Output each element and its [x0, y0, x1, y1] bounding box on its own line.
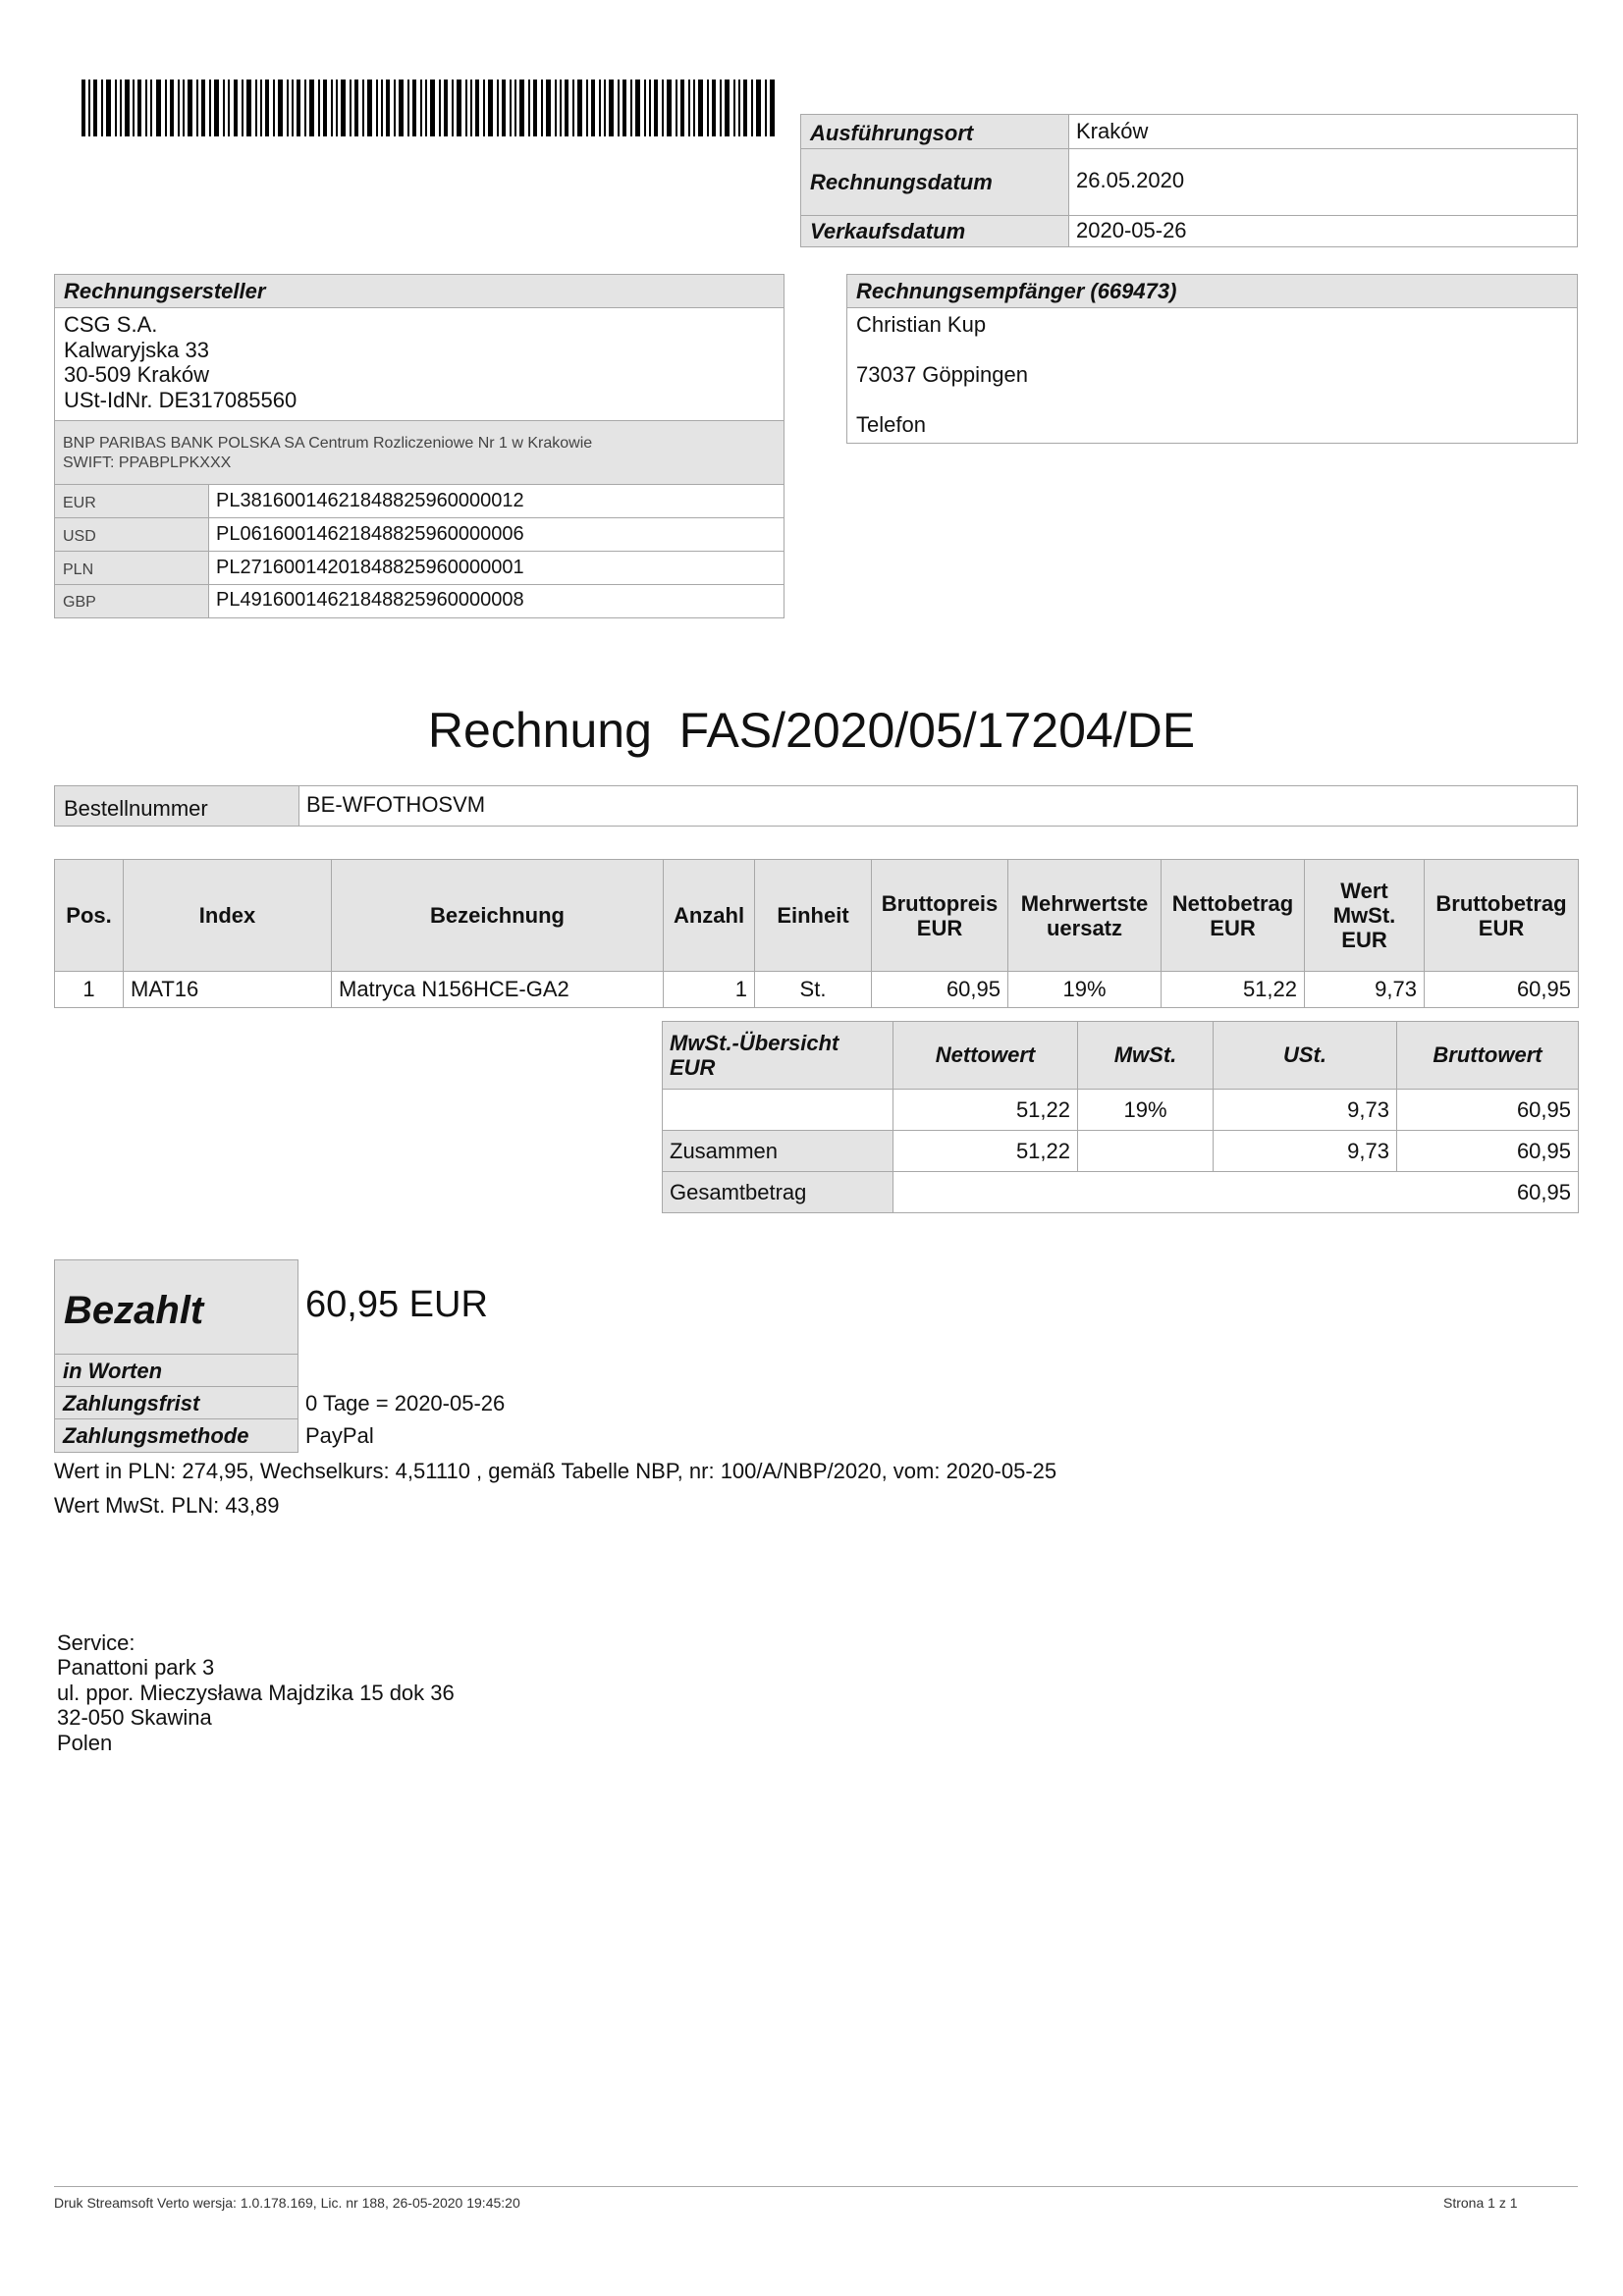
amount-in-words-label: in Worten	[63, 1359, 163, 1383]
vat-row1-label	[663, 1090, 893, 1131]
item-pos: 1	[55, 972, 124, 1008]
seller-title: Rechnungsersteller	[64, 279, 266, 303]
vat-header-summary: MwSt.-Übersicht EUR	[663, 1022, 893, 1090]
items-header-vat-rate: Mehrwertste uersatz	[1008, 860, 1162, 972]
vat-row1-net: 51,22	[893, 1090, 1078, 1131]
vat-header-rate: MwSt.	[1078, 1022, 1214, 1090]
items-header-description: Bezeichnung	[332, 860, 664, 972]
table-row	[663, 1172, 1579, 1213]
seller-line-4: USt-IdNr. DE317085560	[64, 388, 298, 412]
recipient-box	[846, 274, 1578, 444]
meta-value-invoice-date: 26.05.2020	[1076, 168, 1185, 192]
vat-header-net: Nettowert	[893, 1022, 1078, 1090]
recipient-phone-label: Telefon	[856, 412, 926, 437]
recipient-title: Rechnungsempfänger (669473)	[856, 279, 1177, 303]
item-vat-value: 9,73	[1305, 972, 1425, 1008]
recipient-city: 73037 Göppingen	[856, 362, 1028, 387]
item-quantity: 1	[664, 972, 755, 1008]
vat-header-vat: USt.	[1214, 1022, 1397, 1090]
account-currency-eur: EUR	[63, 495, 96, 511]
table-row	[55, 972, 1579, 1008]
footer-print-info: Druk Streamsoft Verto wersja: 1.0.178.169, Lic. nr 188, 26-05-2020 19:45:20	[54, 2195, 520, 2211]
meta-value-place: Kraków	[1076, 119, 1149, 143]
account-currency-usd: USD	[63, 528, 96, 545]
order-number-label: Bestellnummer	[64, 796, 208, 821]
item-index: MAT16	[124, 972, 332, 1008]
bank-name: BNP PARIBAS BANK POLSKA SA Centrum Rozliczeniowe Nr 1 w Krakowie	[63, 435, 593, 452]
meta-value-sale-date: 2020-05-26	[1076, 218, 1187, 242]
service-line-5: Polen	[57, 1731, 113, 1755]
account-currency-pln: PLN	[63, 561, 94, 578]
vat-header-gross: Bruttowert	[1397, 1022, 1579, 1090]
note-vat-pln: Wert MwSt. PLN: 43,89	[54, 1493, 280, 1518]
vat-total-label: Zusammen	[663, 1131, 893, 1172]
footer-page-number: Strona 1 z 1	[1443, 2195, 1518, 2211]
item-unit: St.	[755, 972, 872, 1008]
service-line-2: Panattoni park 3	[57, 1655, 215, 1680]
vat-row1-gross: 60,95	[1397, 1090, 1579, 1131]
items-header-pos: Pos.	[55, 860, 124, 972]
account-iban-pln: PL27160014201848825960000001	[216, 557, 524, 578]
items-header-gross-amount: Bruttobetrag EUR	[1425, 860, 1579, 972]
paid-label: Bezahlt	[64, 1289, 204, 1332]
vat-total-net: 51,22	[893, 1131, 1078, 1172]
invoice-title: Rechnung FAS/2020/05/17204/DE	[427, 703, 1196, 758]
vat-total-vat: 9,73	[1214, 1131, 1397, 1172]
account-currency-gbp: GBP	[63, 594, 96, 611]
vat-total-rate	[1078, 1131, 1214, 1172]
service-line-4: 32-050 Skawina	[57, 1705, 212, 1730]
payment-due-value: 0 Tage = 2020-05-26	[305, 1391, 506, 1415]
items-header-index: Index	[124, 860, 332, 972]
account-iban-gbp: PL49160014621848825960000008	[216, 589, 524, 611]
account-iban-eur: PL38160014621848825960000012	[216, 490, 524, 511]
item-vat-rate: 19%	[1008, 972, 1162, 1008]
meta-label-sale-date: Verkaufsdatum	[810, 219, 966, 243]
table-row	[663, 1090, 1579, 1131]
items-header-net-amount: Nettobetrag EUR	[1162, 860, 1305, 972]
payment-method-label: Zahlungsmethode	[63, 1423, 249, 1448]
seller-box	[54, 274, 784, 618]
invoice-meta-box	[800, 114, 1578, 247]
meta-label-invoice-date: Rechnungsdatum	[810, 170, 993, 194]
recipient-name: Christian Kup	[856, 312, 987, 337]
paid-label-cell	[54, 1259, 298, 1355]
item-gross-amount: 60,95	[1425, 972, 1579, 1008]
item-gross-price: 60,95	[872, 972, 1008, 1008]
seller-line-2: Kalwaryjska 33	[64, 338, 209, 362]
note-pln-value: Wert in PLN: 274,95, Wechselkurs: 4,51110 , gemäß Tabelle NBP, nr: 100/A/NBP/2020, vom: 2020-05-25	[54, 1459, 1057, 1483]
seller-line-1: CSG S.A.	[64, 312, 158, 337]
grand-total-value: 60,95	[893, 1172, 1579, 1213]
account-iban-usd: PL06160014621848825960000006	[216, 523, 524, 545]
payment-method-value: PayPal	[305, 1423, 374, 1448]
vat-total-gross: 60,95	[1397, 1131, 1579, 1172]
service-line-1: Service:	[57, 1630, 135, 1655]
payment-due-label: Zahlungsfrist	[63, 1391, 200, 1415]
meta-label-place: Ausführungsort	[810, 121, 974, 145]
paid-value: 60,95 EUR	[305, 1284, 488, 1325]
grand-total-label: Gesamtbetrag	[663, 1172, 893, 1213]
vat-summary-table	[662, 1021, 1579, 1213]
bank-swift: SWIFT: PPABPLPKXXX	[63, 454, 232, 471]
items-header-unit: Einheit	[755, 860, 872, 972]
barcode-icon	[81, 80, 775, 136]
item-description: Matryca N156HCE-GA2	[332, 972, 664, 1008]
seller-line-3: 30-509 Kraków	[64, 362, 209, 387]
items-table	[54, 859, 1579, 1008]
items-header-quantity: Anzahl	[664, 860, 755, 972]
order-number-value: BE-WFOTHOSVM	[306, 792, 486, 817]
table-row	[663, 1131, 1579, 1172]
service-line-3: ul. ppor. Mieczysława Majdzika 15 dok 36	[57, 1681, 455, 1705]
vat-row1-vat: 9,73	[1214, 1090, 1397, 1131]
vat-row1-rate: 19%	[1078, 1090, 1214, 1131]
items-header-gross-price: Bruttopreis EUR	[872, 860, 1008, 972]
footer-divider	[54, 2186, 1578, 2187]
items-header-vat-value: Wert MwSt. EUR	[1305, 860, 1425, 972]
order-number-box	[54, 785, 1578, 827]
item-net-amount: 51,22	[1162, 972, 1305, 1008]
